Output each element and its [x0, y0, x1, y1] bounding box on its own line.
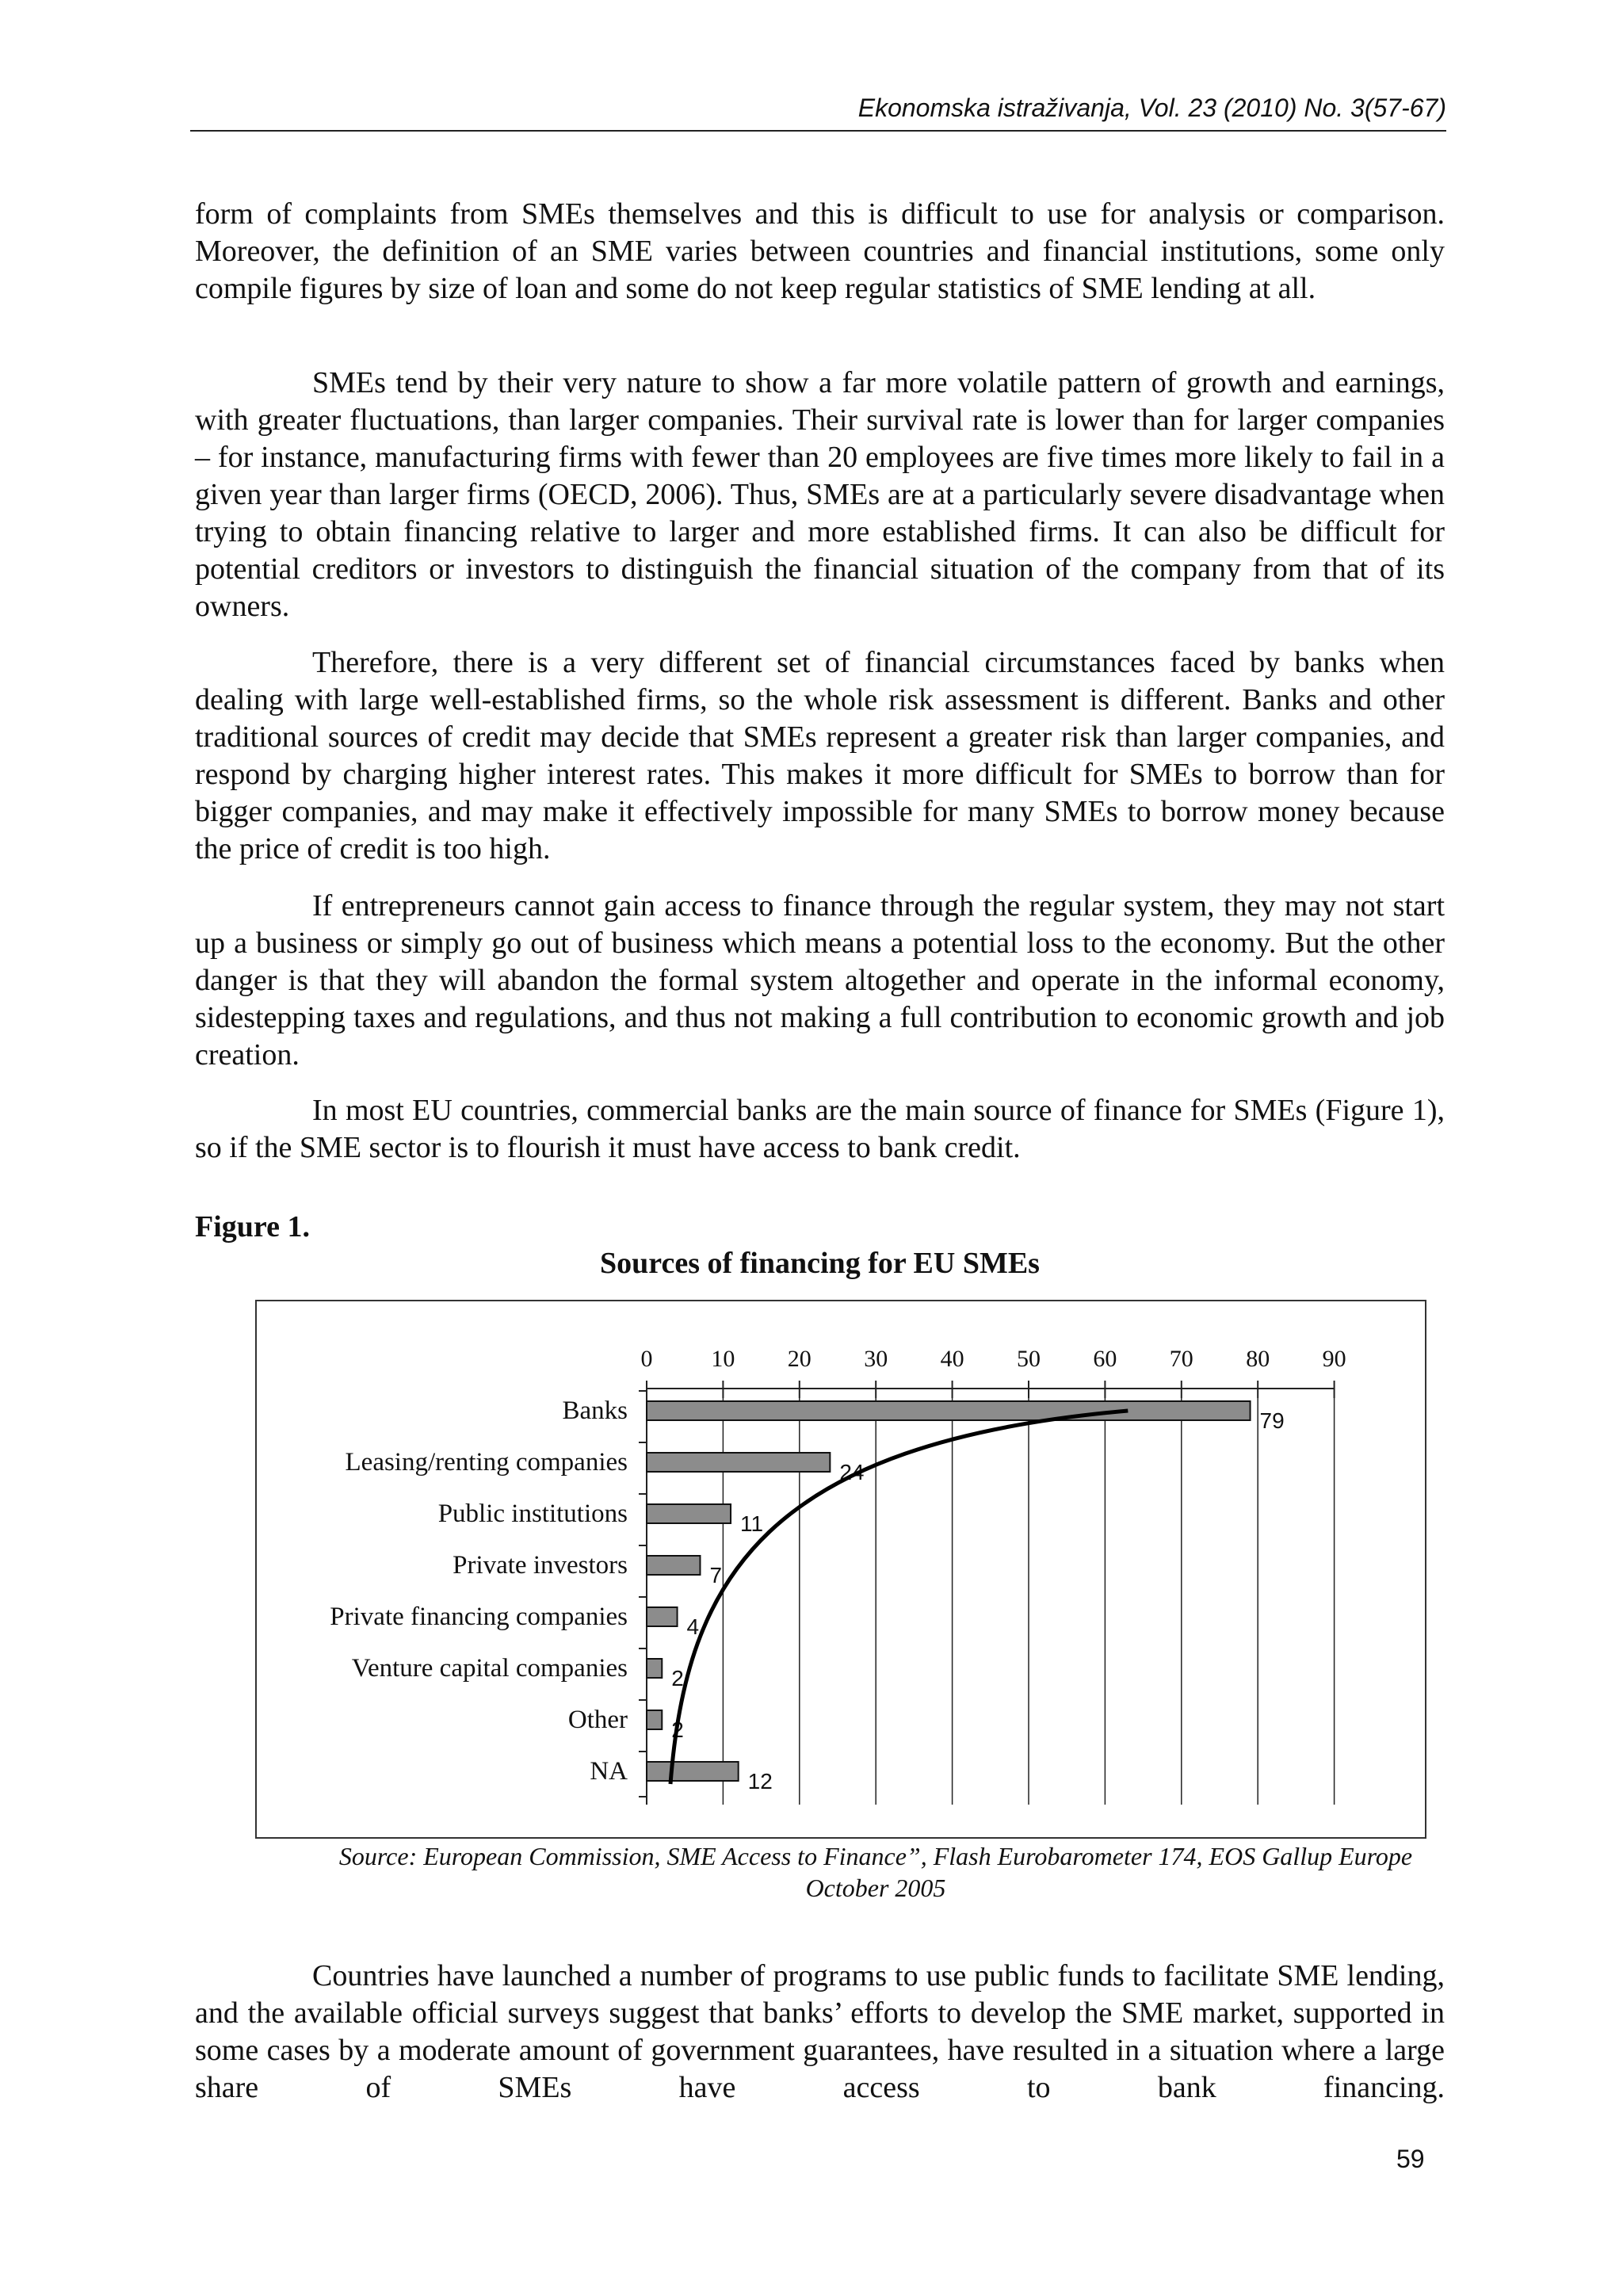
bar	[647, 1607, 678, 1626]
bar	[647, 1453, 830, 1472]
paragraph-3: Therefore, there is a very different set of financial circumstances faced by banks when dealing with large well-established firms, so the whole risk assessment is different. Banks and other traditional sources of credit may decide that SMEs represent a greater risk than larger companies, and respond by charging higher interest rates. This makes it more difficult for SMEs to borrow than for bigger companies, and may make it effectively impossible for many SMEs to borrow money because the price of credit is too high.	[195, 646, 1445, 865]
bar	[647, 1504, 731, 1523]
category-label: Venture capital companies	[351, 1654, 628, 1683]
chart-title: Sources of financing for EU SMEs	[600, 1247, 1040, 1280]
category-label: Private financing companies	[330, 1603, 628, 1631]
running-header: Ekonomska istraživanja, Vol. 23 (2010) No. 3(57-67)	[857, 94, 1446, 122]
paragraph-6: Countries have launched a number of programs to use public funds to facilitate SME lending, and the available official surveys suggest that banks’ efforts to develop the SME market, supported in some cases by a moderate amount of government guarantees, have resulted in a situation where a large share of SMEs have access to bank financing.	[195, 1959, 1445, 2104]
category-label: Public institutions	[437, 1499, 628, 1528]
data-label: 11	[740, 1511, 764, 1536]
data-label: 4	[686, 1614, 700, 1639]
x-tick-label: 30	[864, 1346, 888, 1372]
x-tick-label: 50	[1017, 1346, 1041, 1372]
bar	[647, 1762, 739, 1781]
bar	[647, 1710, 662, 1729]
data-label: 2	[671, 1666, 684, 1690]
paragraph-1: form of complaints from SMEs themselves and this is difficult to use for analysis or comparison. Moreover, the definition of an SME varies between countries and financial institutions, some only compile figures by size of loan and some do not keep regular statistics of SME lending at all.	[195, 197, 1445, 305]
category-label: Private investors	[453, 1551, 628, 1580]
data-label: 12	[747, 1769, 773, 1794]
data-label: 7	[709, 1563, 723, 1587]
data-label: 79	[1259, 1408, 1285, 1433]
page-number: 59	[1396, 2145, 1425, 2173]
category-label: Other	[567, 1706, 628, 1734]
x-tick-label: 10	[711, 1346, 735, 1372]
paragraph-5: In most EU countries, commercial banks are the main source of finance for SMEs (Figure 1), so if the SME sector is to flourish it must have access to bank credit.	[195, 1094, 1445, 1164]
category-label: NA	[590, 1757, 628, 1786]
header-rule	[190, 130, 1446, 132]
data-label: 2	[671, 1717, 684, 1742]
x-tick-label: 0	[640, 1346, 653, 1372]
bar-chart	[257, 1301, 1425, 1837]
data-label: 24	[839, 1460, 865, 1484]
category-label: Banks	[562, 1396, 628, 1425]
paragraph-4: If entrepreneurs cannot gain access to finance through the regular system, they may not start up a business or simply go out of business which means a potential loss to the economy. But the other danger is that they will abandon the formal system altogether and operate in the informal economy, sidestepping taxes and regulations, and thus not making a full contribution to economic growth and job creation.	[195, 889, 1445, 1072]
bar	[647, 1401, 1251, 1420]
figure-source-note: Source: European Commission, SME Access to Finance”, Flash Eurobarometer 174, EOS Gallup Europe October 2005	[338, 1842, 1413, 1902]
x-tick-label: 70	[1169, 1346, 1193, 1372]
bar	[647, 1659, 662, 1678]
x-tick-label: 40	[940, 1346, 964, 1372]
x-tick-label: 90	[1322, 1346, 1346, 1372]
paragraph-2: SMEs tend by their very nature to show a far more volatile pattern of growth and earnings, with greater fluctuations, than larger companies. Their survival rate is lower than for larger companies – for instance, manufacturing firms with fewer than 20 employees are five times more likely to fail in a given year than larger firms (OECD, 2006). Thus, SMEs are at a particularly severe disadvantage when trying to obtain financing relative to larger and more established firms. It can also be difficult for potential creditors or investors to distinguish the financial situation of the company from that of its owners.	[195, 366, 1445, 623]
chart-frame	[255, 1300, 1426, 1839]
x-tick-label: 60	[1093, 1346, 1117, 1372]
category-label: Leasing/renting companies	[345, 1448, 628, 1477]
x-tick-label: 20	[787, 1346, 812, 1372]
bar	[647, 1556, 700, 1575]
figure-label: Figure 1.	[195, 1210, 310, 1244]
x-tick-label: 80	[1246, 1346, 1270, 1372]
